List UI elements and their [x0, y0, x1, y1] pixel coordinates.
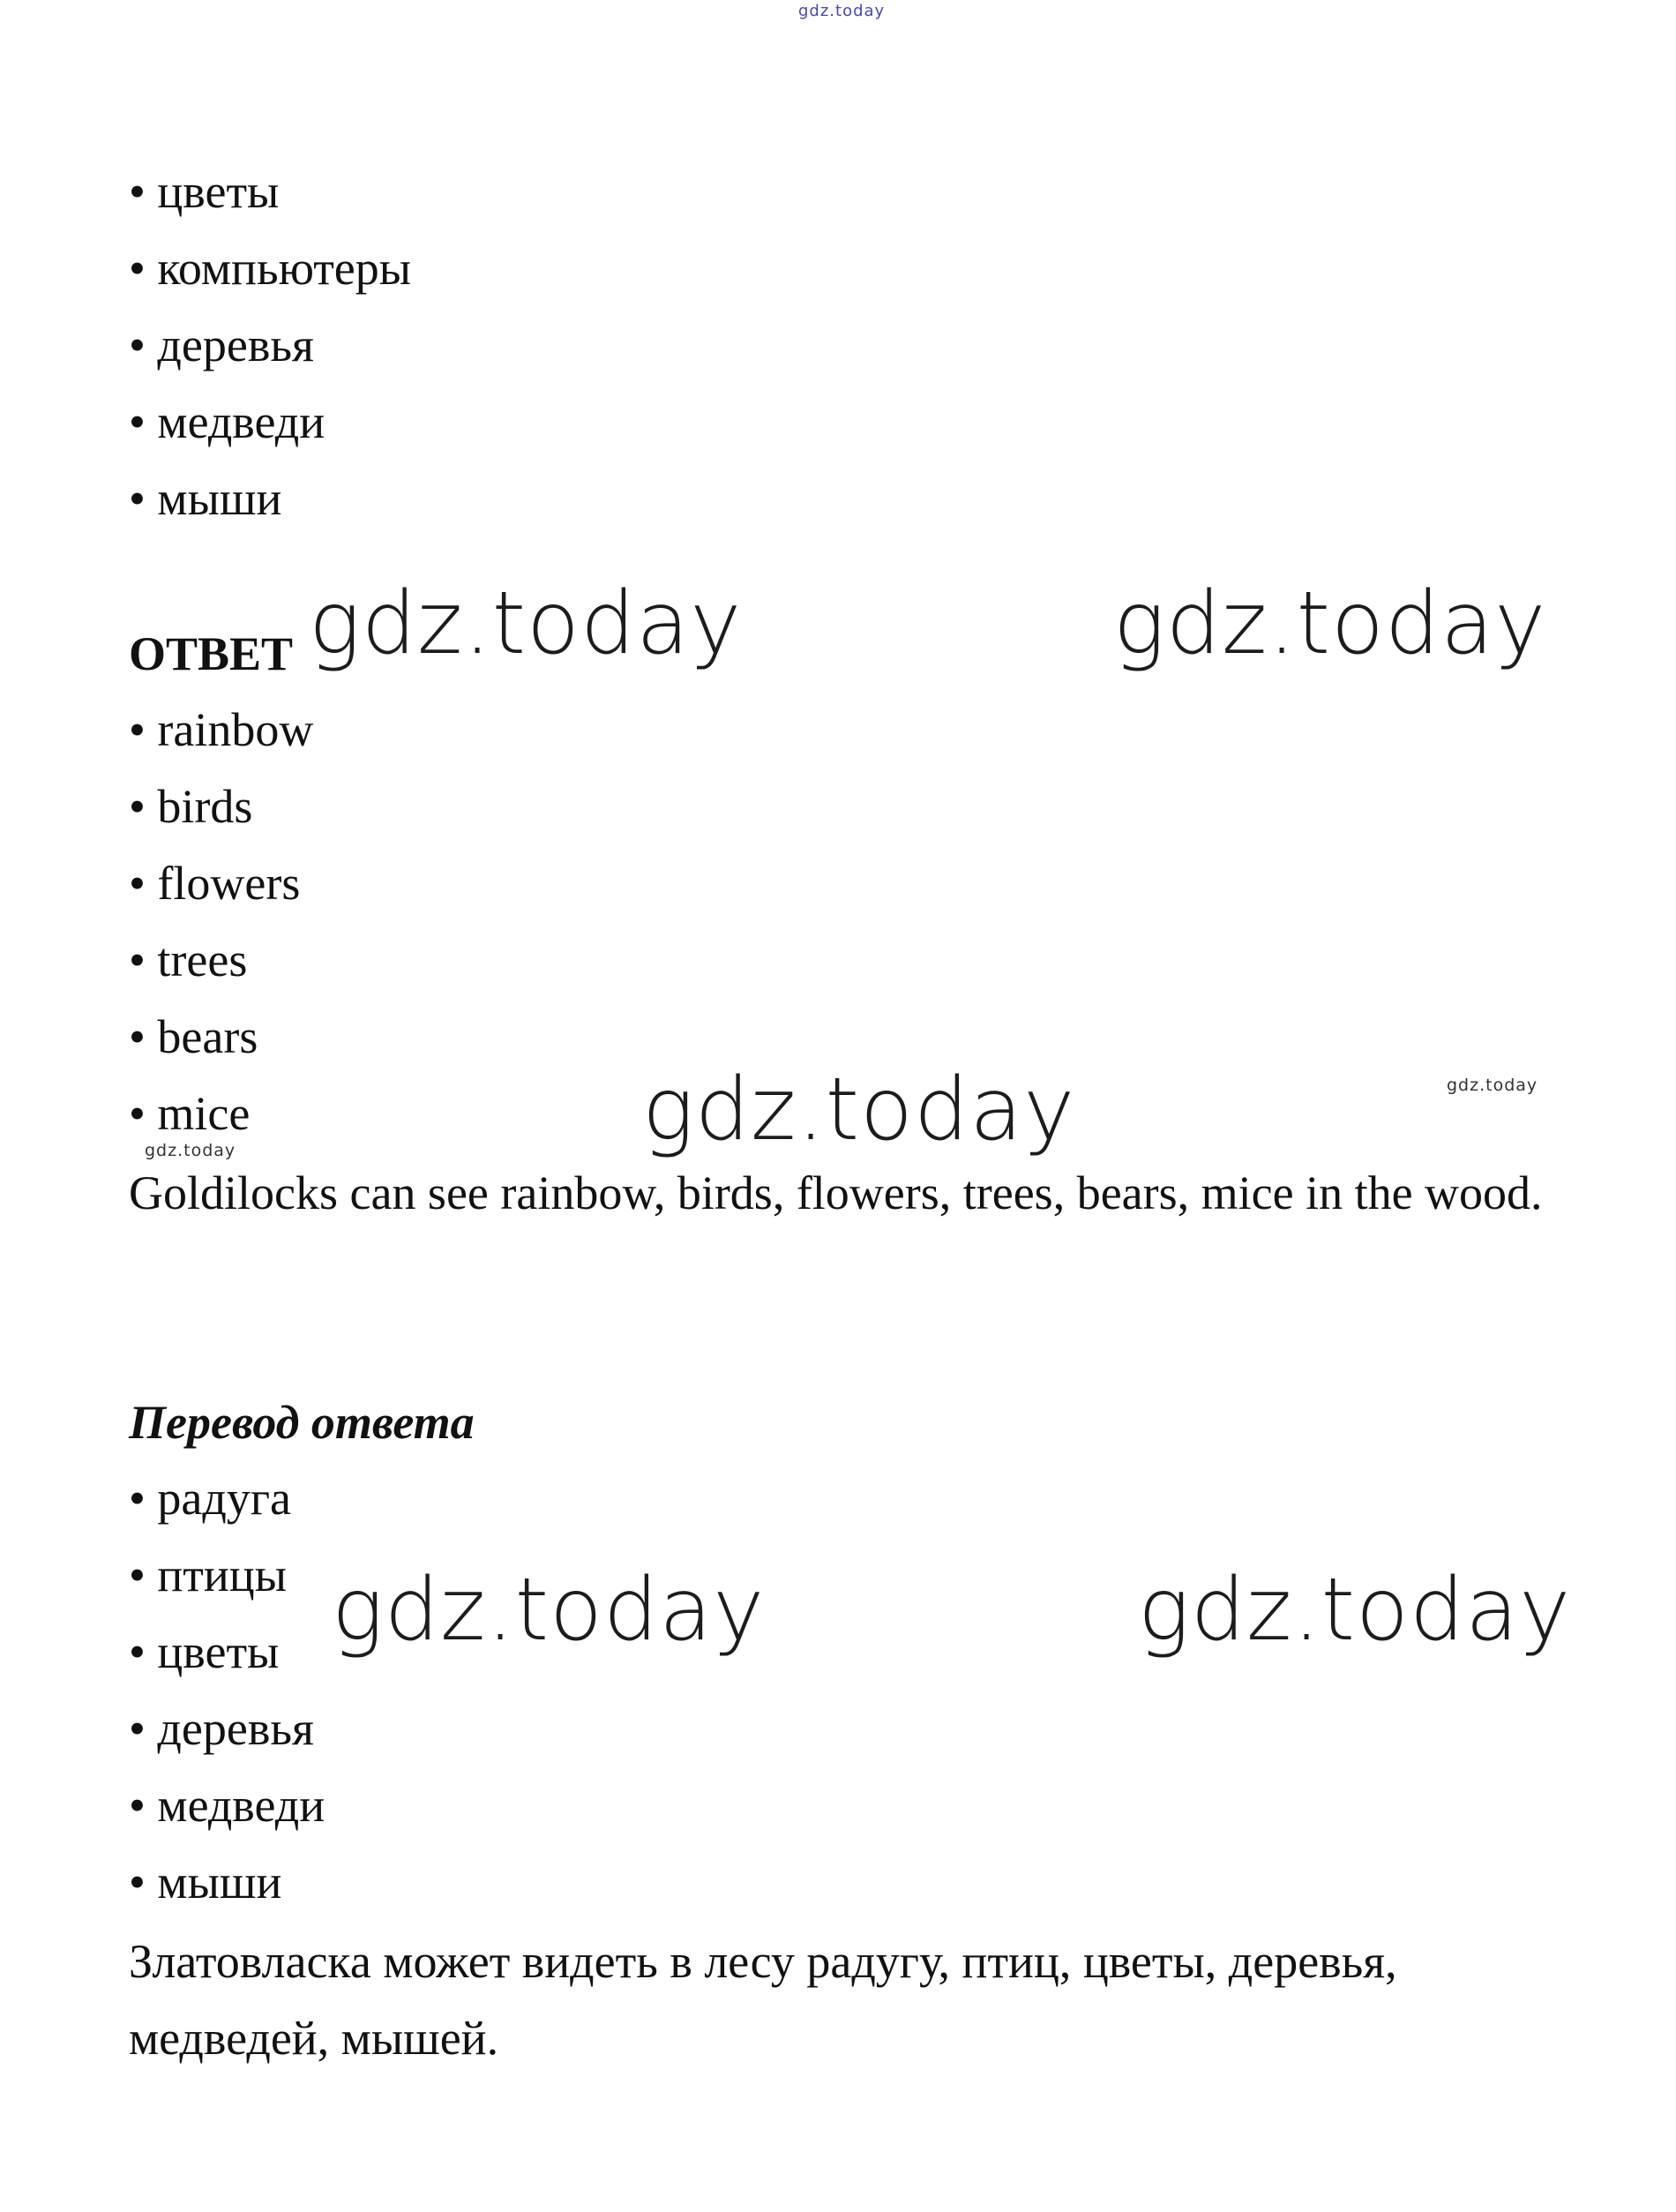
answer-sentence: Goldilocks can see rainbow, birds, flowers, trees, bears, mice in the wood.: [129, 1166, 1543, 1219]
list-item: • деревья: [129, 1702, 314, 1755]
list-item: • мыши: [129, 472, 282, 525]
list-item: • birds: [129, 780, 253, 833]
translation-sentence: Златовласка может видеть в лесу радугу, птиц, цветы, деревья, медведей, мышей.: [129, 1935, 1397, 2065]
list-item: • rainbow: [129, 703, 314, 756]
list-item: • mice: [129, 1087, 251, 1140]
answer-heading: ОТВЕТ: [129, 627, 294, 680]
list-item: • птицы: [129, 1548, 287, 1601]
watermark: gdz.today: [1113, 574, 1547, 674]
list-item: • медведи: [129, 395, 325, 448]
list-item: • цветы: [129, 1625, 280, 1678]
watermark-top: gdz.today: [798, 2, 886, 20]
list-item: • flowers: [129, 857, 301, 910]
list-item: • цветы: [129, 165, 280, 218]
watermark-small: gdz.today: [1447, 1076, 1538, 1095]
list-item: • bears: [129, 1010, 258, 1063]
list-item: • компьютеры: [129, 242, 412, 295]
list-item: • мыши: [129, 1856, 282, 1908]
list-item: • trees: [129, 934, 248, 986]
watermark: gdz.today: [1138, 1560, 1572, 1661]
list-item: • медведи: [129, 1779, 325, 1832]
list-item: • радуга: [129, 1472, 291, 1525]
watermark: gdz.today: [642, 1060, 1076, 1160]
list-item: • деревья: [129, 319, 314, 371]
watermark: gdz.today: [332, 1560, 766, 1661]
watermark-small: gdz.today: [145, 1141, 236, 1160]
watermark: gdz.today: [309, 574, 743, 674]
translation-heading: Перевод ответа: [129, 1396, 475, 1449]
